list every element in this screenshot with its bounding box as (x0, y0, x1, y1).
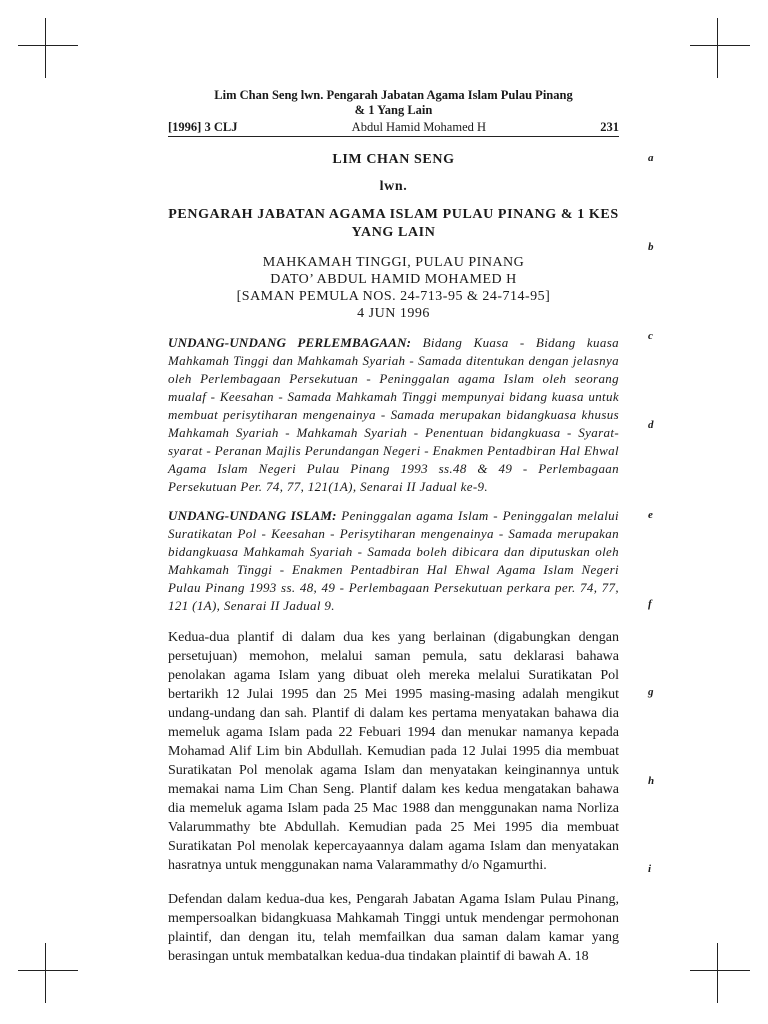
margin-letter: i (648, 863, 652, 875)
court-name: MAHKAMAH TINGGI, PULAU PINANG (262, 255, 525, 270)
judgment-date: 4 JUN 1996 (357, 306, 430, 321)
document-page (168, 88, 619, 966)
margin-letter: d (648, 419, 654, 431)
running-head (168, 88, 619, 118)
margin-letter: e (648, 509, 653, 521)
margin-letter: f (648, 598, 652, 610)
margin-letter: a (648, 152, 654, 164)
headnote-constitutional (168, 334, 619, 496)
running-head-line1: Lim Chan Seng lwn. Pengarah Jabatan Agama Islam Pulau Pinang (214, 88, 573, 102)
margin-letter: c (648, 330, 653, 342)
body-paragraph: Kedua-dua plantif di dalam dua kes yang berlainan (digabungkan dengan persetujuan) memohon, melalui saman pemula, satu deklarasi bahawa penolakan agama Islam yang dibuat oleh mereka melalui Suratikatan Pol bertarikh 12 Julai 1995 dan 25 Mei 1995 masing-masing adalah mengikut undang-undang dan sah. Plantif di dalam kes pertama menyatakan bahawa dia memeluk agama Islam pada 22 Febuari 1994 dan menukar namanya kepada Mohamad Alif Lim bin Abdullah. Kemudian pada 12 Julai 1995 dia membuat Suratikatan Pol menolak agama Islam dan menyatakan keinginannya untuk memakai nama Lim Chan Seng. Plantif dalam kes kedua mengatakan bahawa dia memeluk agama Islam pada 25 Mac 1988 dan menggunakan nama Norliza Valarummathy bte Abdullah. Kemudian pada 25 Mei 1995 dia membuat Suratikatan Pol menolak kepercayaannya dalam agama Islam dan menyatakan hasratnya untuk menggunakan nama Valarammathy d/o Ngamurthi. (168, 630, 619, 873)
court-info (168, 254, 619, 322)
running-head-line2: & 1 Yang Lain (354, 103, 433, 117)
header-judge: Abdul Hamid Mohamed H (351, 120, 487, 134)
headnote-text: Bidang Kuasa - Bidang kuasa Mahkamah Tinggi dan Mahkamah Syariah - Samada ditentukan dengan jelasnya oleh Perlembagaan Persekutuan - Peninggalan agama Islam oleh seorang mualaf - Keesahan - Samada Mahkamah Tinggi mempunyai bidang kuasa untuk membuat perisytiharan mengenainya - Samada merupakan bidangkuasa khusus Mahkamah Syariah - Mahkamah Syariah - Penentuan bidangkuasa - Syarat-syarat - Peranan Majlis Perundangan Negeri - Enakmen Pentadbiran Hal Ehwal Agama Islam Negeri Pulau Pinang 1993 ss.48 & 49 - Perlembagaan Persekutuan Per. 74, 77, 121(1A), Senarai II Jadual ke-9. (168, 335, 619, 494)
court-judge: DATO’ ABDUL HAMID MOHAMED H (270, 272, 517, 287)
body-paragraph: Defendan dalam kedua-dua kes, Pengarah Jabatan Agama Islam Pulau Pinang, mempersoalkan bidangkuasa Mahkamah Tinggi untuk mendengar permohonan plaintif, dan dengan itu, telah memfailkan dua saman dalam kamar yang berasingan untuk membatalkan kedua-dua tindakan plaintif di bawah A. 18 (168, 892, 619, 964)
margin-letter: h (648, 775, 655, 787)
headnote-keyword: UNDANG-UNDANG PERLEMBAGAAN: (168, 335, 412, 350)
versus: lwn. (379, 179, 408, 194)
defendant-name: PENGARAH JABATAN AGAMA ISLAM PULAU PINANG & 1 KES YANG LAIN (168, 207, 619, 240)
case-numbers: [SAMAN PEMULA NOS. 24-713-95 & 24-714-95] (236, 289, 551, 304)
header-row (168, 119, 619, 137)
plaintiff-name: LIM CHAN SENG (332, 152, 455, 167)
headnote-islamic (168, 507, 619, 615)
headnote-keyword: UNDANG-UNDANG ISLAM: (168, 508, 337, 523)
margin-letter: b (648, 241, 654, 253)
headnote-text: Peninggalan agama Islam - Peninggalan melalui Suratikatan Pol - Keesahan - Perisytiharan mengenainya - Samada merupakan bidangkuasa Mahkamah Syariah - Samada boleh dibicara dan diputuskan oleh Mahkamah Tinggi - Enakmen Pentadbiran Hal Ehwal Agama Islam Negeri Pulau Pinang 1993 ss. 48, 49 - Perlembagaan Persekutuan perkara per. 74, 77, 121 (1A), Senarai II Jadual 9. (168, 508, 619, 613)
page-number: 231 (600, 120, 619, 134)
citation: [1996] 3 CLJ (168, 120, 238, 134)
margin-letter: g (648, 686, 654, 698)
